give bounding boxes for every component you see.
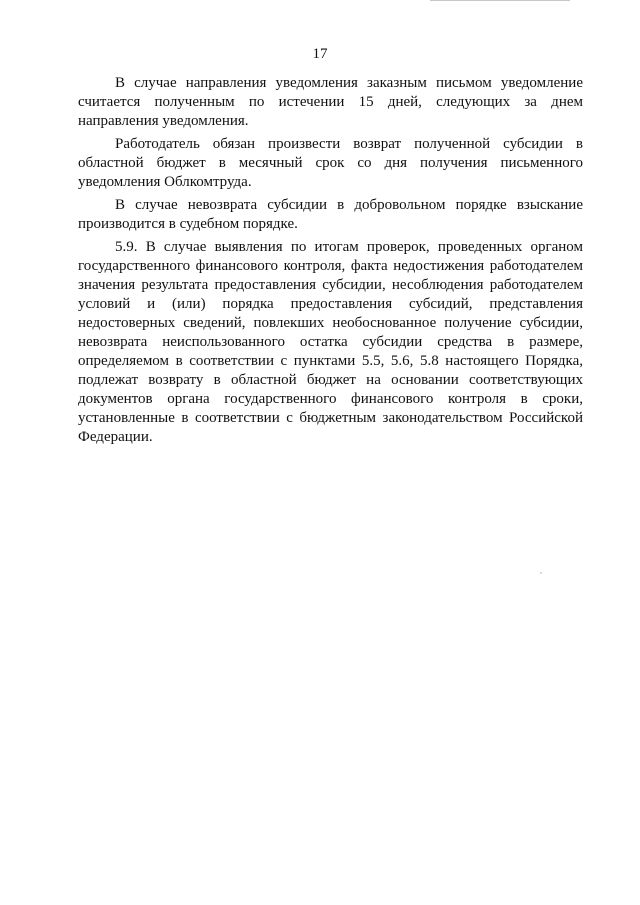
paragraph-section-5-9: 5.9. В случае выявления по итогам проверок, проведенных органом государственного финансового контроля, факта недостижения работодателем значения результата предоставления субсидии, несоблюдения работодателем условий и (или) порядка предоставления субсидий, представления недостоверных сведений, повлекших необоснованное получение субсидии, невозврата неиспользованного остатка субсидии средства в размере, определяемом в соответствии с пунктами 5.5, 5.6, 5.8 настоящего Порядка, подлежат возврату в областной бюджет на основании соответствующих документов органа государственного финансового контроля в сроки, установленные в соответствии с бюджетным законодательством Российской Федерации. xyxy=(78,239,583,445)
paragraph-employer-refund: Работодатель обязан произвести возврат полученной субсидии в областной бюджет в месячный срок со дня получения письменного уведомления Облкомтруда. xyxy=(78,136,583,190)
paragraph-court-recovery: В случае невозврата субсидии в добровольном порядке взыскание производится в судебном порядке. xyxy=(78,197,583,232)
document-body xyxy=(78,74,583,451)
scan-edge-mark xyxy=(430,0,570,1)
scan-speck xyxy=(540,572,542,574)
paragraph-notice-delivery: В случае направления уведомления заказным письмом уведомление считается полученным по истечении 15 дней, следующих за днем направления уведомления. xyxy=(78,75,583,129)
page-number: 17 xyxy=(312,46,328,62)
